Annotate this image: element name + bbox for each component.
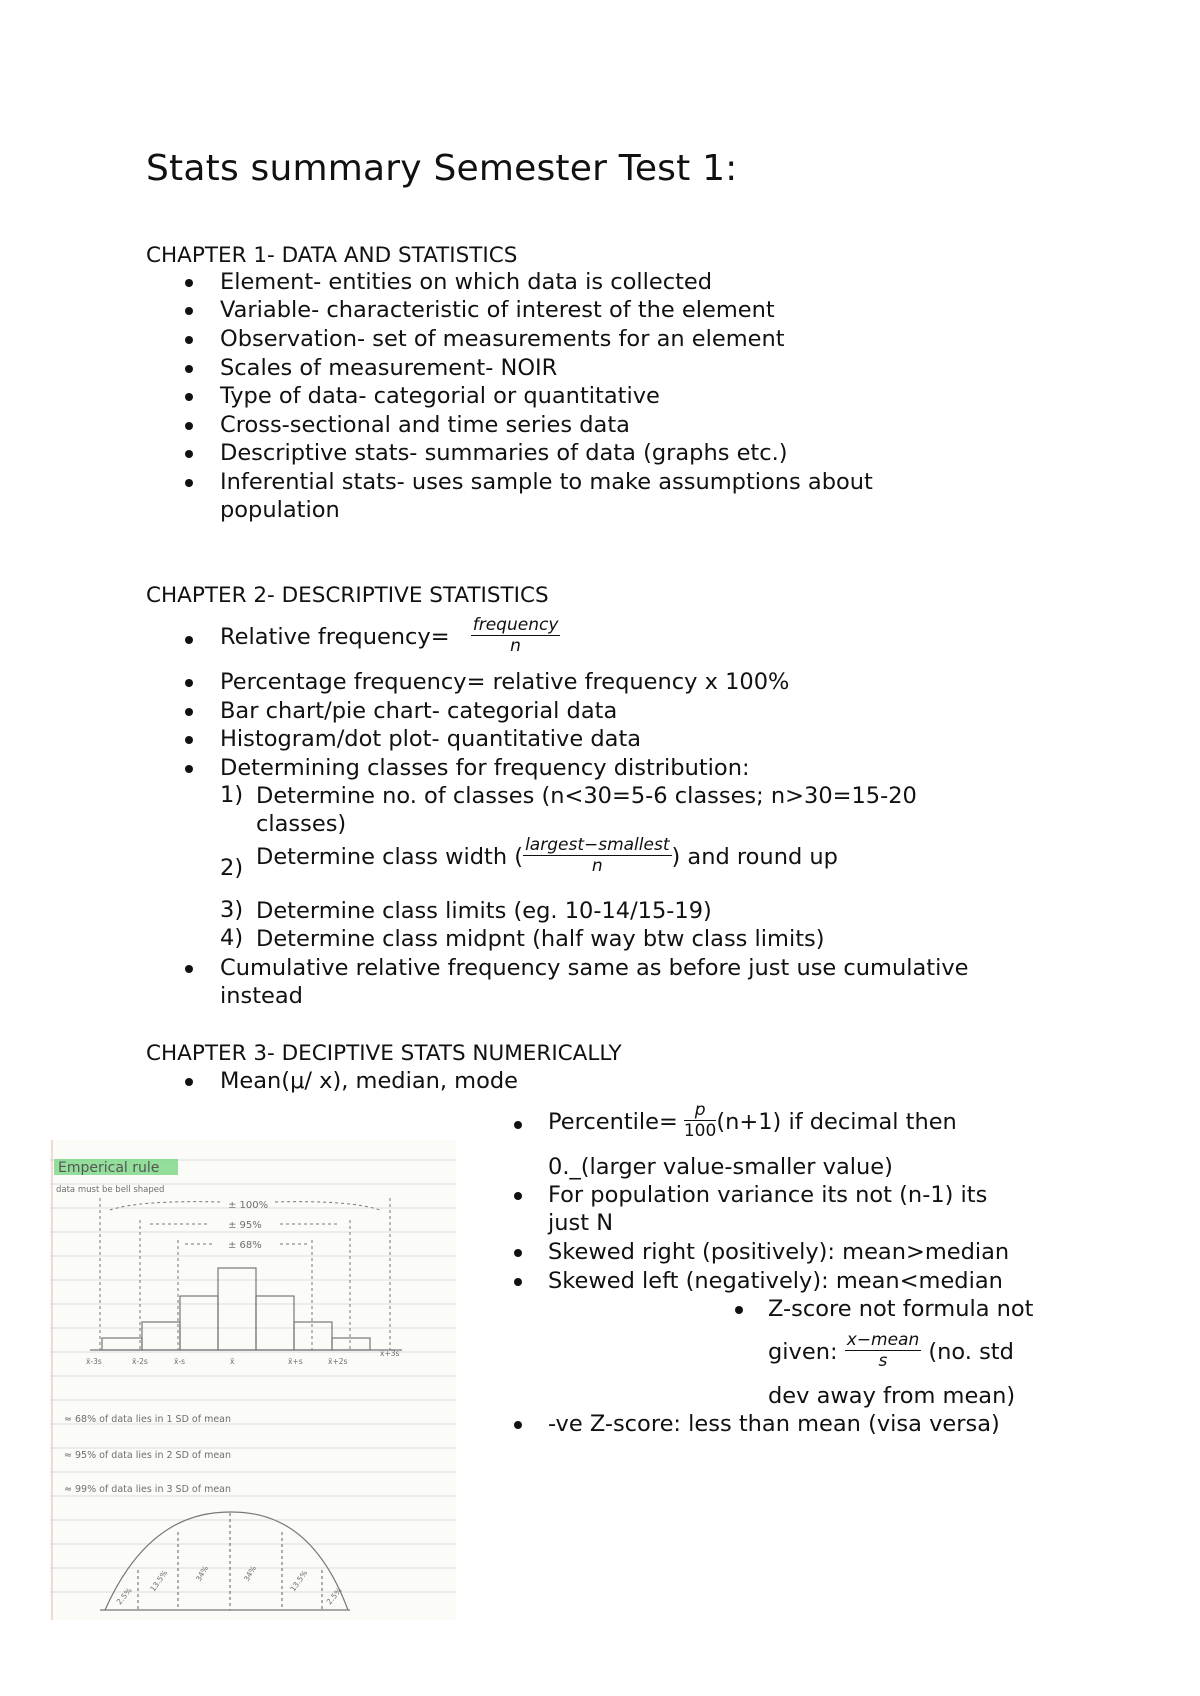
bullet [514, 1421, 522, 1429]
curve-label: 34% [241, 1564, 259, 1583]
bullet [185, 450, 193, 458]
axis-label: x̄-3s [86, 1357, 102, 1366]
curve-label: 2.5% [324, 1585, 344, 1607]
bullet [514, 1192, 522, 1200]
axis-label: x̄+s [288, 1357, 303, 1366]
sketch-heading: Emperical rule [58, 1160, 160, 1176]
bullet [185, 679, 193, 687]
chapter1-heading: CHAPTER 1- DATA AND STATISTICS [146, 243, 518, 268]
bullet [185, 479, 193, 487]
zscore-formula: given: $\frac{\text{x−mean}}{s}$ (no. std [768, 1330, 1014, 1371]
bullet [185, 1078, 193, 1086]
step-number: 2) [220, 855, 244, 881]
band-label-100: ± 100% [228, 1200, 269, 1211]
axis-label: x̄ [230, 1357, 235, 1366]
note: ≈ 99% of data lies in 3 SD of mean [64, 1484, 232, 1495]
sketch-notes [64, 1414, 231, 1495]
bullet [185, 365, 193, 373]
step-number: 4) [220, 925, 244, 951]
paper-lines [50, 1140, 456, 1620]
curve-label: 34% [193, 1564, 211, 1583]
axis-label: x̄-s [174, 1357, 186, 1366]
bullet [185, 422, 193, 430]
curve-label: 13.5% [148, 1568, 170, 1594]
sketch-subheading: data must be bell shaped [56, 1185, 165, 1195]
empirical-rule-drawing [50, 1140, 456, 1620]
band-label-95: ± 95% [228, 1220, 262, 1231]
band-label-68: ± 68% [228, 1240, 262, 1251]
bullet [185, 336, 193, 344]
fraction: $\frac{p}{100}$ [683, 1100, 717, 1141]
curve-label: 2.5% [114, 1585, 134, 1607]
class-width-formula: Determine class width ( $\frac{\text{largest−smallest}}{n}$ ) and round up [256, 835, 838, 876]
note: ≈ 95% of data lies in 2 SD of mean [64, 1450, 232, 1461]
bullet [185, 965, 193, 973]
bullet [514, 1249, 522, 1257]
page-title: Stats summary Semester Test 1: [146, 148, 738, 189]
step-number: 1) [220, 782, 244, 808]
curve-label: 13.5% [288, 1568, 310, 1594]
step-number: 3) [220, 897, 244, 923]
bullet [185, 307, 193, 315]
bullet [185, 765, 193, 773]
bullet [185, 708, 193, 716]
bell-curve [100, 1512, 350, 1610]
fraction: $\frac{\text{largest−smallest}}{n}$ [525, 835, 670, 876]
bullet [185, 279, 193, 287]
relative-frequency-formula: Relative frequency= $\frac{\text{frequency}}{n}$ [220, 615, 559, 656]
fraction: $\frac{\text{x−mean}}{s}$ [846, 1330, 920, 1371]
bullet [514, 1121, 522, 1129]
empirical-rule-sketch [50, 1140, 456, 1620]
axis-label: x̄+2s [328, 1357, 348, 1366]
chapter3-heading: CHAPTER 3- DECIPTIVE STATS NUMERICALLY [146, 1041, 622, 1066]
chapter2-heading: CHAPTER 2- DESCRIPTIVE STATISTICS [146, 583, 549, 608]
fraction: $\frac{\text{frequency}}{n}$ [472, 615, 559, 656]
curve-labels [115, 1564, 344, 1606]
axis-label: x̄-2s [132, 1357, 148, 1366]
bullet [185, 393, 193, 401]
bullet [735, 1306, 743, 1314]
bullet [514, 1278, 522, 1286]
note: ≈ 68% of data lies in 1 SD of mean [64, 1414, 232, 1425]
axis-label: x̄+3s [380, 1349, 400, 1358]
bullet [185, 736, 193, 744]
percentile-formula: Percentile= $\frac{p}{100}$ (n+1) if decimal then [548, 1100, 957, 1141]
bullet [185, 636, 193, 644]
